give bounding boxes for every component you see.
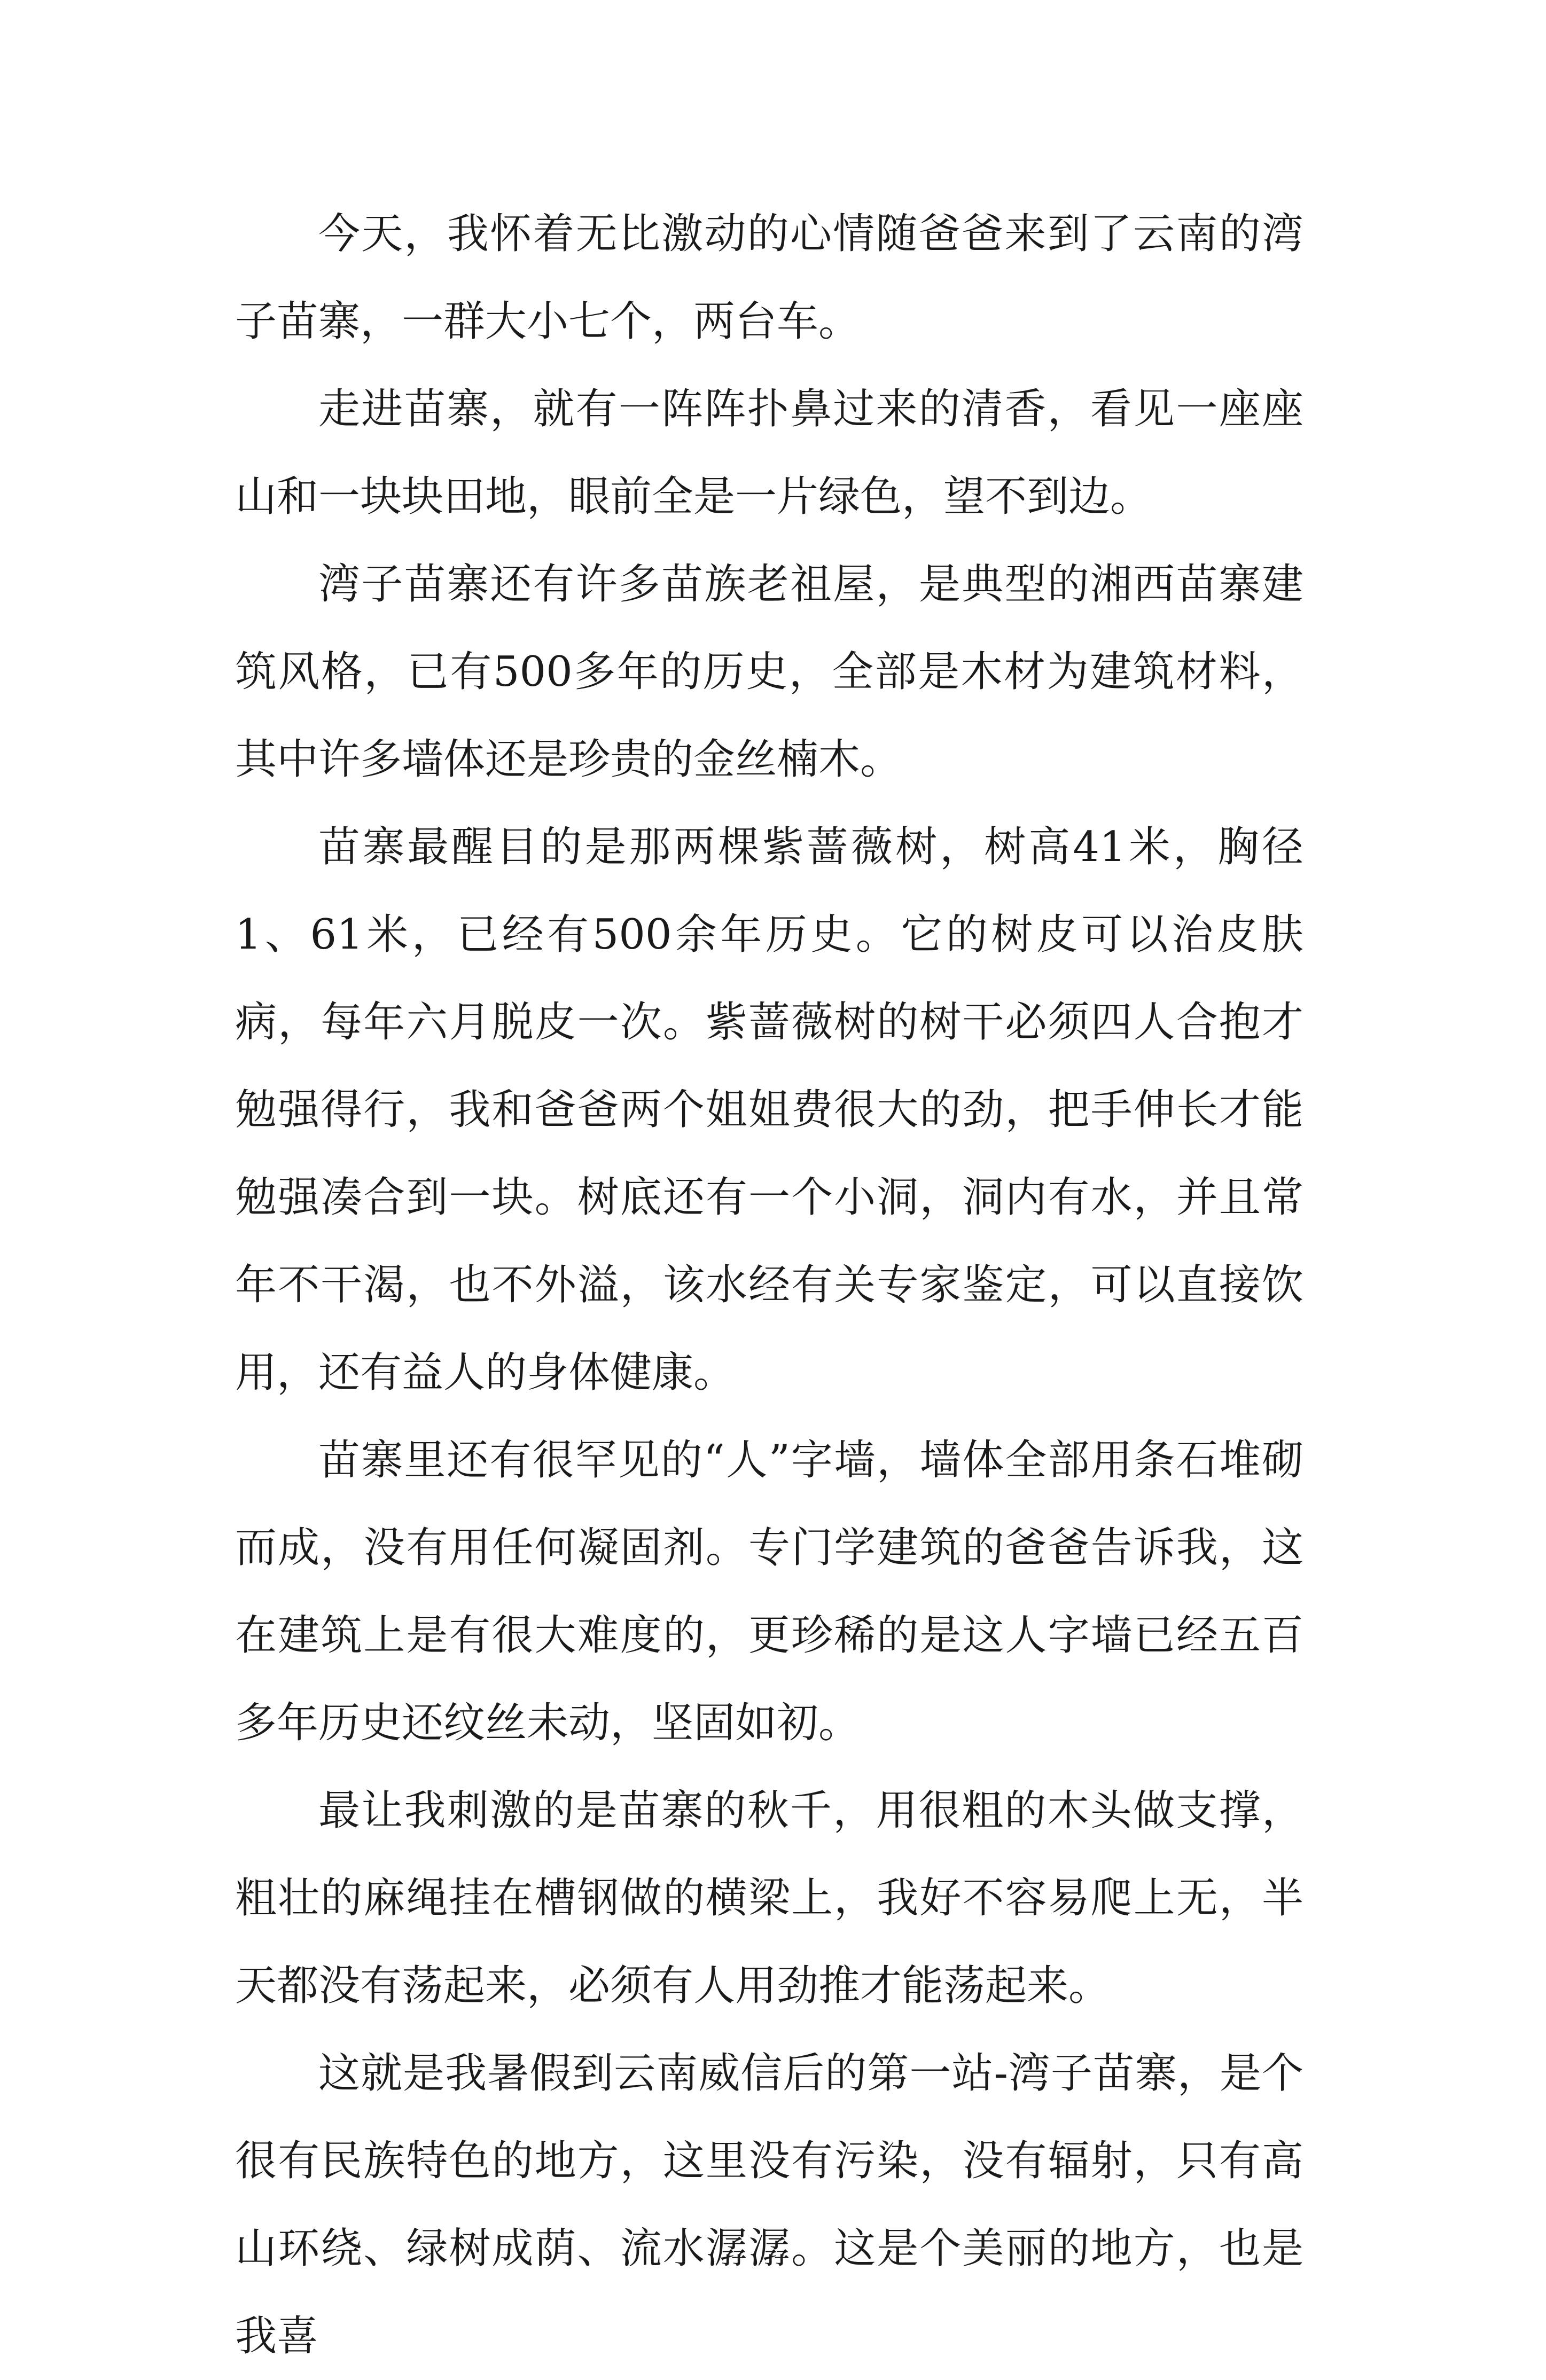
paragraph-5: 苗寨里还有很罕见的“人”字墙，墙体全部用条石堆砌而成，没有用任何凝固剂。专门学建筑的爸爸告诉我，这在建筑上是有很大难度的，更珍稀的是这人字墙已经五百多年历史还纹丝未动，坚固如初。 xyxy=(235,1436,1303,1747)
paragraph-6: 最让我刺激的是苗寨的秋千，用很粗的木头做支撑，粗壮的麻绳挂在槽钢做的横梁上，我好不容易爬上无，半天都没有荡起来，必须有人用劲推才能荡起来。 xyxy=(235,1787,1303,2010)
paragraph-3: 湾子苗寨还有许多苗族老祖屋，是典型的湘西苗寨建筑风格，已有500多年的历史，全部是木材为建筑材料，其中许多墙体还是珍贵的金丝楠木。 xyxy=(235,560,1303,784)
paragraph-7: 这就是我暑假到云南威信后的第一站-湾子苗寨，是个很有民族特色的地方，这里没有污染，没有辐射，只有高山环绕、绿树成荫、流水潺潺。这是个美丽的地方，也是我喜 xyxy=(235,2049,1303,2360)
paragraph-4: 苗寨最醒目的是那两棵紫蔷薇树，树高41米，胸径1、61米，已经有500余年历史。它的树皮可以治皮肤病，每年六月脱皮一次。紫蔷薇树的树干必须四人合抱才勉强得行，我和爸爸两个姐姐费很大的劲，把手伸长才能勉强凑合到一块。树底还有一个小洞，洞内有水，并且常年不干渴，也不外溢，该水经有关专家鉴定，可以直接饮用，还有益人的身体健康。 xyxy=(235,823,1303,1397)
paragraph-2: 走进苗寨，就有一阵阵扑鼻过来的清香，看见一座座山和一块块田地，眼前全是一片绿色，望不到边。 xyxy=(235,385,1303,521)
paragraph-1: 今天，我怀着无比激动的心情随爸爸来到了云南的湾子苗寨，一群大小七个，两台车。 xyxy=(235,210,1303,346)
document-body xyxy=(235,190,1303,2380)
